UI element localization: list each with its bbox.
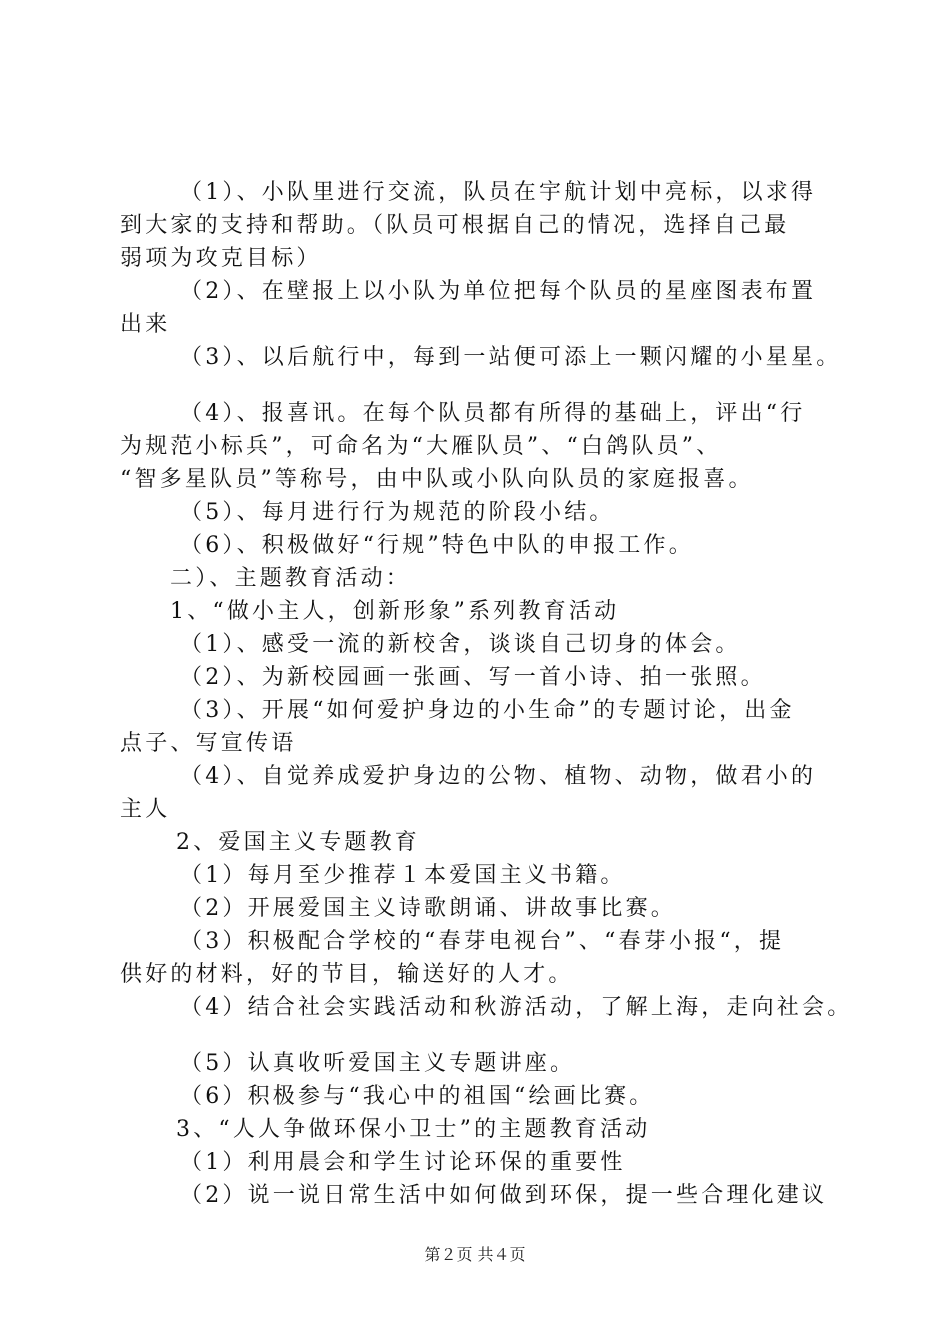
document-body bbox=[120, 176, 853, 1212]
paragraph-line: （2）说一说日常生活中如何做到环保，提一些合理化建议 bbox=[180, 1183, 828, 1208]
paragraph-line: （6）积极参与“我心中的祖国“绘画比赛。 bbox=[180, 1084, 655, 1109]
paragraph-line: 主人 bbox=[120, 797, 171, 822]
paragraph-line: （5）、每月进行行为规范的阶段小结。 bbox=[180, 500, 615, 525]
paragraph-line: （2）、在壁报上以小队为单位把每个队员的星座图表布置 bbox=[180, 279, 817, 304]
paragraph-line: 弱项为攻克目标） bbox=[120, 246, 322, 271]
paragraph-line: （1）、感受一流的新校舍，谈谈自己切身的体会。 bbox=[180, 632, 741, 657]
paragraph-line: （5）认真收听爱国主义专题讲座。 bbox=[180, 1051, 576, 1076]
paragraph-line: （6）、积极做好“行规”特色中队的申报工作。 bbox=[180, 533, 694, 558]
section-heading: 二）、主题教育活动： bbox=[170, 566, 412, 591]
paragraph-line: （1）利用晨会和学生讨论环保的重要性 bbox=[180, 1150, 626, 1175]
spacer bbox=[120, 1024, 840, 1047]
paragraph-line: （3）积极配合学校的“春芽电视台”、“春芽小报“，提 bbox=[180, 929, 785, 954]
paragraph-line: （1）每月至少推荐１本爱国主义书籍。 bbox=[180, 863, 626, 888]
paragraph-line: 到大家的支持和帮助。（队员可根据自己的情况，选择自己最 bbox=[120, 213, 790, 238]
paragraph-line: （4）结合社会实践活动和秋游活动，了解上海，走向社会。 bbox=[180, 995, 853, 1020]
spacer bbox=[120, 374, 840, 397]
subsection-heading: 1、“做小主人，创新形象”系列教育活动 bbox=[170, 599, 620, 624]
subsection-heading: 3、“人人争做环保小卫士”的主题教育活动 bbox=[176, 1117, 651, 1142]
page-footer: 第２页 共４页 bbox=[424, 1245, 526, 1264]
paragraph-line: （1）、小队里进行交流，队员在宇航计划中亮标，以求得 bbox=[180, 180, 817, 205]
paragraph-line: “智多星队员”等称号，由中队或小队向队员的家庭报喜。 bbox=[120, 467, 754, 492]
paragraph-line: （3）、以后航行中，每到一站便可添上一颗闪耀的小星星。 bbox=[180, 345, 842, 370]
paragraph-line: （2）、为新校园画一张画、写一首小诗、拍一张照。 bbox=[180, 665, 766, 690]
paragraph-line: （3）、开展“如何爱护身边的小生命”的专题讨论，出金 bbox=[180, 698, 795, 723]
paragraph-line: （4）、自觉养成爱护身边的公物、植物、动物，做君小的 bbox=[180, 764, 817, 789]
paragraph-line: 供好的材料，好的节目，输送好的人才。 bbox=[120, 962, 574, 987]
paragraph-line: （2）开展爱国主义诗歌朗诵、讲故事比赛。 bbox=[180, 896, 676, 921]
subsection-heading: 2、爱国主义专题教育 bbox=[176, 830, 420, 855]
paragraph-line: 出来 bbox=[120, 312, 171, 337]
paragraph-line: 点子、写宣传语 bbox=[120, 731, 297, 756]
paragraph-line: 为规范小标兵”，可命名为“大雁队员”、“白鸽队员”、 bbox=[120, 434, 722, 459]
paragraph-line: （4）、报喜讯。在每个队员都有所得的基础上，评出“行 bbox=[180, 401, 806, 426]
